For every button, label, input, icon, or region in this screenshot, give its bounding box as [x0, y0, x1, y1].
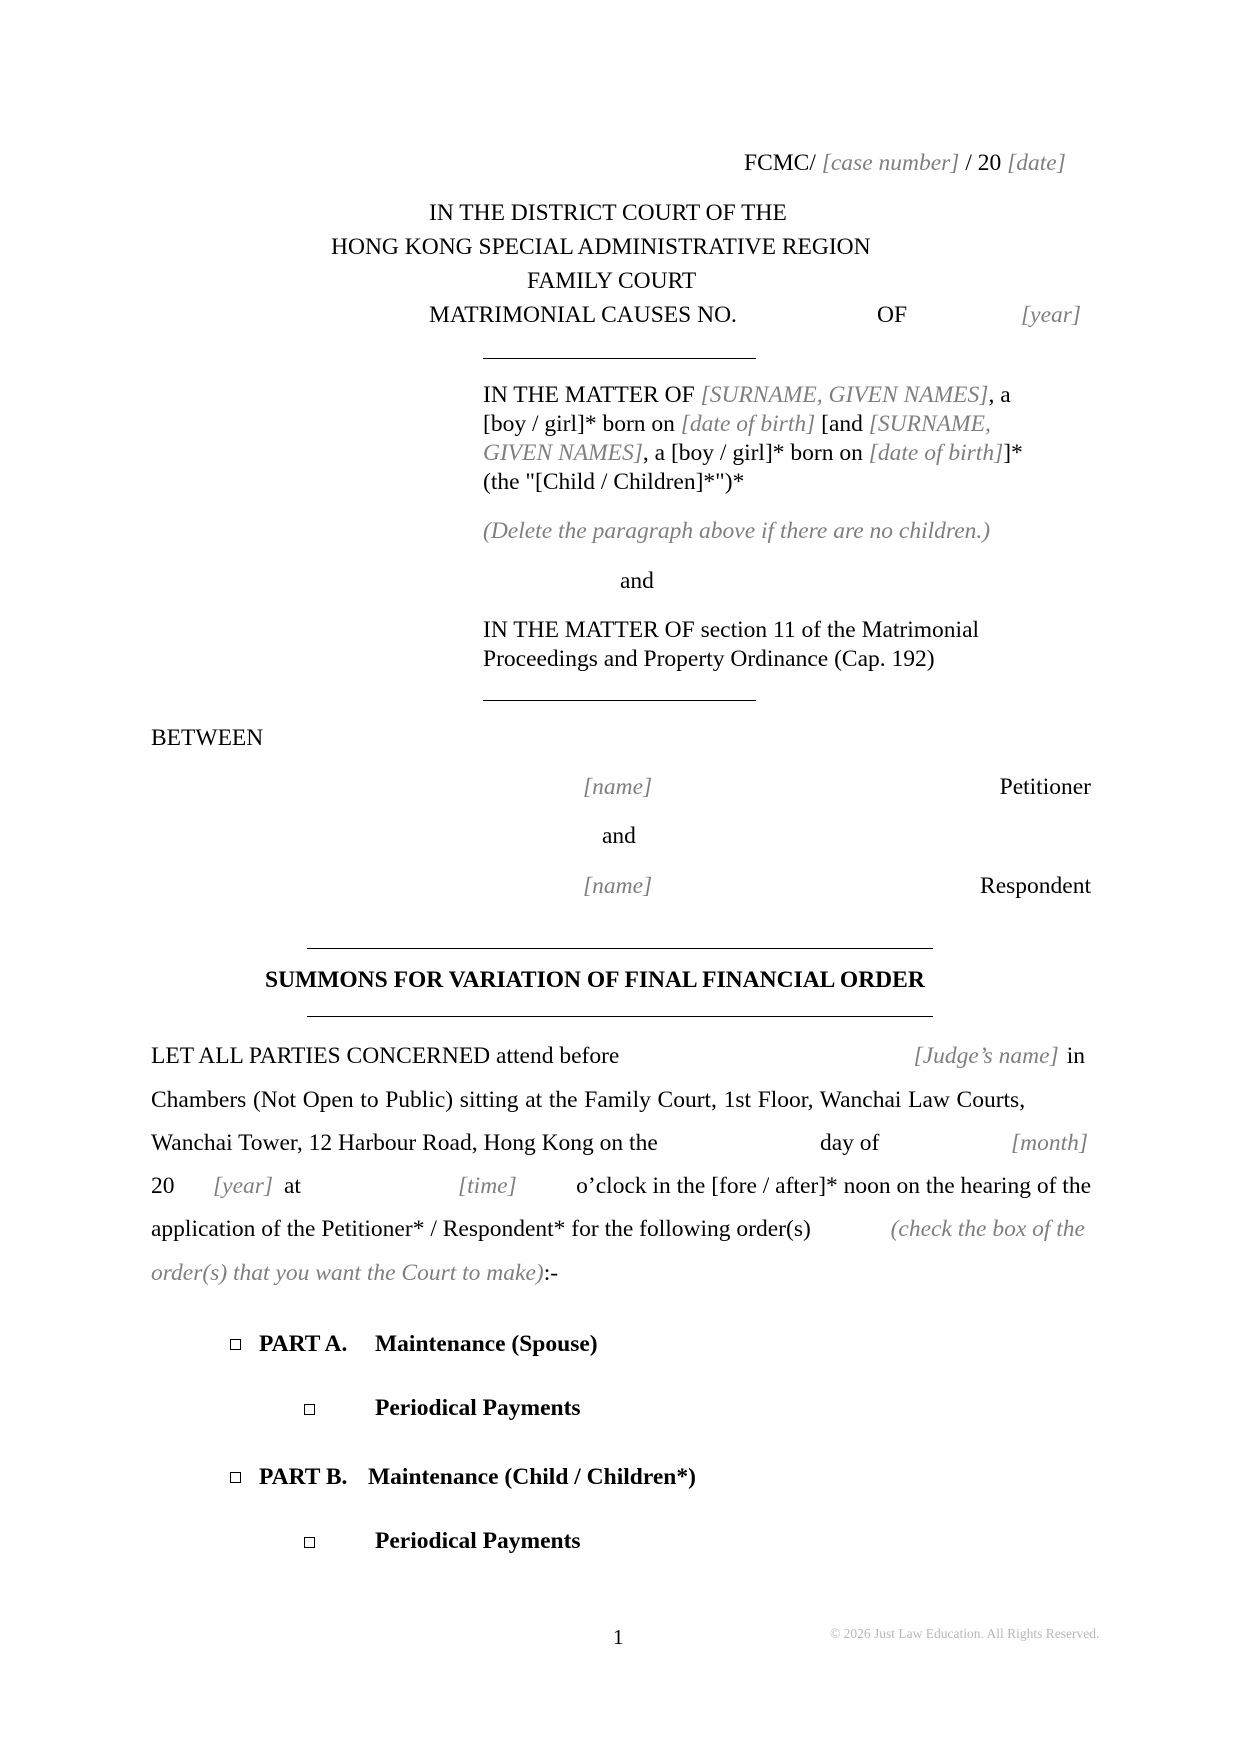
case-prefix: FCMC/	[744, 150, 816, 176]
title-rule-top	[307, 948, 933, 949]
part-a-label: PART A.	[259, 1331, 348, 1357]
and-connector: and	[620, 568, 654, 594]
body-line6	[151, 1262, 558, 1286]
child-name-placeholder[interactable]: [SURNAME,	[868, 411, 991, 437]
dob-placeholder[interactable]: [date of birth]	[680, 411, 816, 437]
body-line4-rest: o’clock in the [fore / after]* noon on the hearing of the	[576, 1173, 1091, 1199]
matter-section-line1: IN THE MATTER OF section 11 of the Matrimonial	[483, 617, 980, 643]
petitioner-label: Petitioner	[999, 774, 1091, 800]
body-text: LET ALL PARTIES CONCERNED attend before	[151, 1043, 620, 1069]
body-text: Chambers (Not Open to Public) sitting at the Family Court, 1st Floor, Wanchai Law Courts,	[151, 1087, 1026, 1113]
divider-top	[483, 358, 756, 359]
matter-child-line4: (the "[Child / Children]*")*	[483, 469, 745, 495]
respondent-label: Respondent	[980, 873, 1091, 899]
body-text: application of the Petitioner* / Respondent* for the following order(s)	[151, 1216, 811, 1242]
case-number-placeholder[interactable]: [case number]	[821, 150, 960, 176]
court-heading-line2: HONG KONG SPECIAL ADMINISTRATIVE REGION	[331, 234, 871, 260]
body-line5	[151, 1218, 1085, 1242]
case-year-prefix: / 20	[965, 150, 1002, 176]
part-a-periodical-label: Periodical Payments	[375, 1395, 581, 1421]
body-line4-at: at	[284, 1173, 301, 1199]
part-a-periodical-checkbox[interactable]	[304, 1404, 315, 1415]
child-name-placeholder[interactable]: [SURNAME, GIVEN NAMES]	[700, 382, 989, 408]
matter-child-line3	[483, 442, 1023, 466]
body-line2	[151, 1089, 1085, 1113]
mc-year-placeholder[interactable]: [year]	[1021, 302, 1082, 328]
body-text: in	[1066, 1043, 1085, 1069]
instruction-note: order(s) that you want the Court to make)	[151, 1260, 544, 1286]
part-b-title: Maintenance (Child / Children*)	[368, 1464, 696, 1490]
copyright-notice: © 2026 Just Law Education. All Rights Reserved.	[830, 1626, 1100, 1641]
instruction-note: (check the box of the	[890, 1216, 1085, 1242]
matter-text: IN THE MATTER OF	[483, 382, 695, 408]
matter-text: , a [boy / girl]* born on	[642, 440, 863, 466]
petitioner-name-placeholder[interactable]: [name]	[583, 774, 653, 800]
matter-text: [and	[821, 411, 863, 437]
title-rule-bottom	[307, 1016, 933, 1017]
matter-child-line2	[483, 413, 991, 437]
matter-text: , a	[988, 382, 1011, 408]
page-number: 1	[613, 1625, 624, 1649]
court-heading-line3: FAMILY COURT	[527, 268, 697, 294]
matrimonial-causes-label: MATRIMONIAL CAUSES NO.	[429, 302, 737, 328]
case-reference	[744, 152, 1066, 176]
matter-child-line1	[483, 384, 1011, 408]
dob-placeholder[interactable]: [date of birth]	[868, 440, 1004, 466]
part-b-checkbox[interactable]	[230, 1472, 241, 1483]
time-placeholder[interactable]: [time]	[458, 1173, 517, 1199]
part-a-title: Maintenance (Spouse)	[375, 1331, 598, 1357]
divider-matter	[483, 700, 756, 701]
body-line3-a: Wanchai Tower, 12 Harbour Road, Hong Kong on the	[151, 1130, 658, 1156]
child-name-placeholder[interactable]: GIVEN NAMES]	[483, 440, 643, 466]
part-b-periodical-label: Periodical Payments	[375, 1528, 581, 1554]
body-line3-b: day of	[820, 1130, 880, 1156]
body-line1	[151, 1045, 1085, 1069]
body-line4-year-prefix: 20	[151, 1173, 175, 1199]
part-a-checkbox[interactable]	[230, 1339, 241, 1350]
matter-text: ]*	[1003, 440, 1023, 466]
court-heading-line1: IN THE DISTRICT COURT OF THE	[429, 200, 787, 226]
hearing-year-placeholder[interactable]: [year]	[213, 1173, 274, 1199]
matter-text: [boy / girl]* born on	[483, 411, 675, 437]
respondent-name-placeholder[interactable]: [name]	[583, 873, 653, 899]
delete-paragraph-note: (Delete the paragraph above if there are no children.)	[483, 518, 991, 544]
parties-and: and	[602, 823, 636, 849]
matter-section-line2: Proceedings and Property Ordinance (Cap. 192)	[483, 646, 935, 672]
between-label: BETWEEN	[151, 725, 264, 751]
month-placeholder[interactable]: [month]	[1010, 1130, 1088, 1156]
part-b-label: PART B.	[259, 1464, 348, 1490]
case-date-placeholder[interactable]: [date]	[1007, 150, 1066, 176]
of-label: OF	[877, 302, 908, 328]
part-b-periodical-checkbox[interactable]	[304, 1537, 315, 1548]
judge-name-placeholder[interactable]: [Judge’s name]	[913, 1043, 1059, 1069]
body-text: :-	[543, 1260, 559, 1286]
document-title: SUMMONS FOR VARIATION OF FINAL FINANCIAL ORDER	[265, 967, 925, 993]
